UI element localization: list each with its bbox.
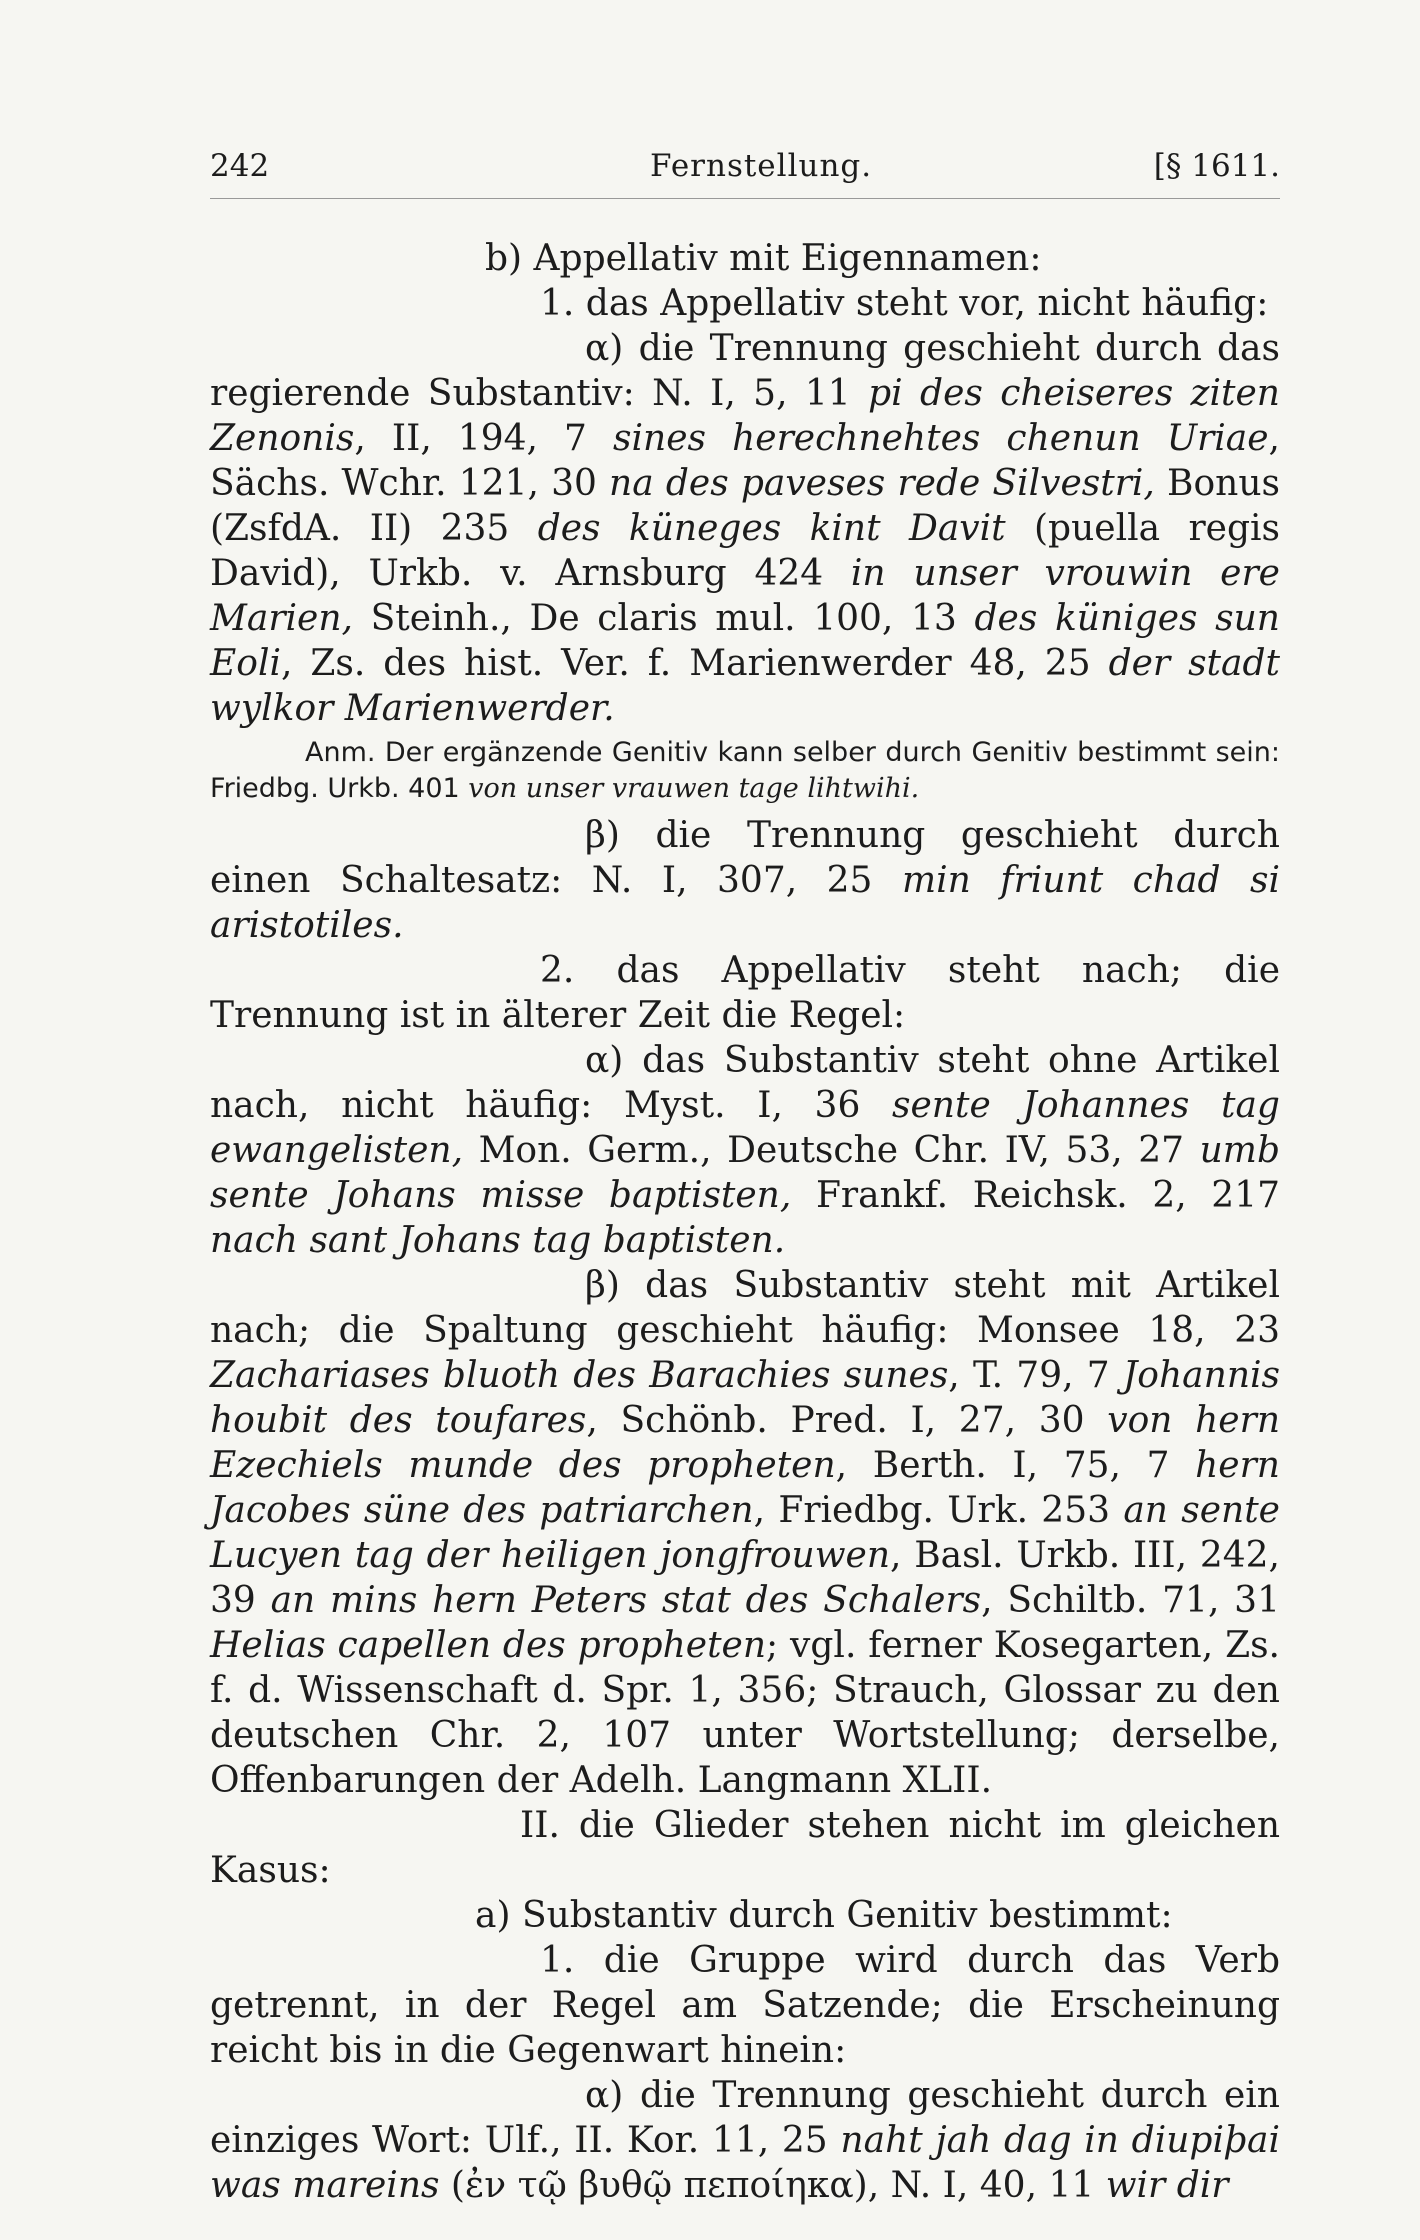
text: Steinh., De claris mul. 100, 13: [352, 598, 975, 639]
example: an sente Lucyen tag der heiligen jongfrouwen: [210, 1490, 1280, 1576]
example: des küniges sun Eoli: [210, 598, 1280, 684]
paragraph-beta1: [210, 813, 1280, 948]
example: Zachariases bluoth des Barachies sunes: [210, 1355, 949, 1396]
text: , Schiltb. 71, 31: [981, 1580, 1280, 1621]
anm-text: Anm. Der ergänzende Genitiv kann selber durch Genitiv bestimmt sein: Friedbg. Urkb. 401: [210, 737, 1280, 804]
running-title: Fernstellung.: [650, 148, 873, 184]
paragraph-beta2: [210, 1263, 1280, 1803]
example: pi des cheiseres ziten Zenonis: [210, 373, 1280, 459]
example: umb sente Johans misse baptisten,: [210, 1130, 1280, 1216]
text: , Schönb. Pred. I, 27, 30: [586, 1400, 1108, 1441]
text: (puella regis David), Urkb. v. Arnsburg 424: [210, 508, 1281, 594]
example: sente Johannes tag ewangelisten,: [210, 1085, 1280, 1171]
text: (ἐν τῷ βυθῷ πεποίηκα), N. I, 40, 11: [439, 2165, 1106, 2206]
example: an mins hern Peters stat des Schalers: [270, 1580, 982, 1621]
text: , Zs. des hist. Ver. f. Marienwerder 48, 25: [280, 643, 1109, 684]
section-marker: [§ 1611.: [1153, 148, 1280, 184]
paragraph-alpha2: [210, 1038, 1280, 1263]
heading-II: II. die Glieder stehen nicht im gleichen Kasus:: [210, 1805, 1280, 1891]
alpha3-intro: α) die Trennung geschieht durch ein einziges Wort: Ulf., II. Kor. 11, 25: [210, 2075, 1280, 2161]
text: , Friedbg. Urk. 253: [753, 1490, 1124, 1531]
text: Bonus (ZsfdA. II) 235: [210, 463, 1281, 549]
example: in unser vrouwin ere Marien,: [210, 553, 1280, 639]
annotation: [210, 735, 1280, 807]
text: Frankf. Reichsk. 2, 217: [791, 1175, 1280, 1216]
heading-b2: 2. das Appellativ steht nach; die Trennung ist in älterer Zeit die Regel:: [210, 950, 1280, 1036]
header-rule: [210, 198, 1280, 199]
example: hern Jacobes süne des patriarchen: [210, 1445, 1280, 1531]
alpha1-intro: α) die Trennung geschieht durch das regierende Substantiv: N. I, 5, 11: [210, 328, 1280, 414]
example: von unser vrauwen tage lihtwihi.: [468, 773, 920, 804]
example: Johannis houbit des toufares: [210, 1355, 1280, 1441]
paragraph-alpha3: [210, 2073, 1280, 2208]
example: des küneges kint Davit: [537, 508, 1006, 549]
example: der stadt wylkor Marienwerder.: [210, 643, 1280, 729]
example: min friunt chad si aristotiles.: [210, 860, 1280, 946]
running-header: [210, 148, 1280, 192]
heading-IIa: a) Substantiv durch Genitiv bestimmt:: [475, 1895, 1173, 1936]
example: Helias capellen des propheten: [210, 1625, 767, 1666]
beta2-intro: β) das Substantiv steht mit Artikel nach; die Spaltung geschieht häufig: Monsee 18, 23: [210, 1265, 1280, 1351]
page-number: 242: [210, 148, 270, 184]
beta1-intro: β) die Trennung geschieht durch einen Schaltesatz: N. I, 307, 25: [210, 815, 1280, 901]
text: , Berth. I, 75, 7: [835, 1445, 1196, 1486]
example: naht jah dag in diupiþai was mareins: [210, 2120, 1280, 2206]
example: nach sant Johans tag baptisten.: [210, 1220, 786, 1261]
heading-b1: 1. das Appellativ steht vor, nicht häufig:: [540, 283, 1269, 324]
heading-b: b) Appellativ mit Eigennamen:: [485, 238, 1042, 279]
text: , Basl. Urkb. III, 242, 39: [210, 1535, 1280, 1621]
example: von hern Ezechiels munde des propheten: [210, 1400, 1280, 1486]
text: , Sächs. Wchr. 121, 30: [210, 418, 1280, 504]
text: Mon. Germ., Deutsche Chr. IV, 53, 27: [463, 1130, 1200, 1171]
alpha2-intro: α) das Substantiv steht ohne Artikel nach, nicht häufig: Myst. I, 36: [210, 1040, 1280, 1126]
text: , II, 194, 7: [354, 418, 614, 459]
main-text: [210, 236, 1280, 2208]
text: , T. 79, 7: [948, 1355, 1123, 1396]
text: ; vgl. ferner Kosegarten, Zs. f. d. Wissenschaft d. Spr. 1, 356; Strauch, Glossar zu den deutschen Chr. 2, 107 unter Wortstellung; derselbe, Offenbarungen der Adelh. Langmann XLII.: [210, 1625, 1280, 1801]
paragraph-IIa1: 1. die Gruppe wird durch das Verb getrennt, in der Regel am Satzende; die Erscheinung reicht bis in die Gegenwart hinein:: [210, 1940, 1280, 2071]
example: wir dir: [1105, 2165, 1229, 2206]
example: sines herechnehtes chenun Uriae: [613, 418, 1269, 459]
example: na des paveses rede Silvestri,: [609, 463, 1155, 504]
paragraph-alpha1: [210, 326, 1280, 731]
